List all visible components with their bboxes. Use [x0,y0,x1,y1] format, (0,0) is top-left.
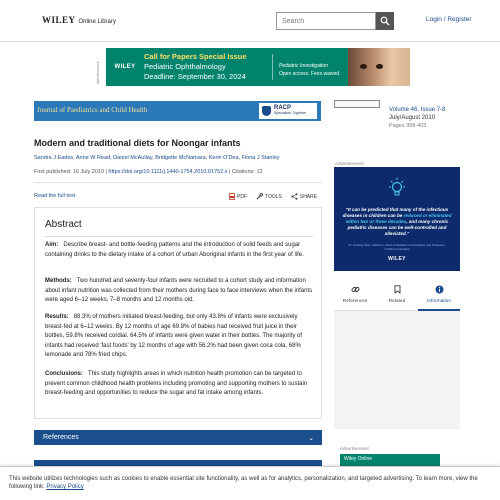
lightbulb-icon [387,177,407,199]
author-list[interactable]: Sandra J Eades, Anne W Read, Daniel McAullay, Bridgette McNamara, Kerin O'Dea, Fiona J Stanley [34,155,280,161]
tab-related[interactable] [376,284,418,310]
racp-logo [259,103,317,119]
logo-brand: WILEY [42,15,76,25]
tab-references[interactable] [334,284,376,310]
ad-child-photo [348,48,410,86]
share-button[interactable] [291,193,317,200]
ad-brand: WILEY [114,64,136,70]
bookmark-icon [394,285,401,294]
search-bar [276,12,394,30]
results-text: 88.3% of mothers initiated breast-feeding, but only 43.8% of infants were exclusively breast-fed at 6–12 weeks. By 12 months of age 69.8% of babies had received fruit juice in their bottles, 59.8% received cordial. 64.5% of infants were given water in their bottles. The majority of infants had received 'fast foods' by 12 months of age with 56.2% had been given coca cola, 68% lemonade and 78% fried chips. [45,314,303,358]
abstract-results [45,313,313,361]
abstract-methods [45,277,313,306]
ad-line-3: Deadline: September 30, 2024 [144,72,246,81]
pdf-label: PDF [237,193,247,200]
conclusions-text: This study highlights areas in which nutrition health promotion can be targeted to prevent common childhood health problems including promoting and supporting mothers to sustain breast-feeding and opportunities to reduce the sugar and fat intake among infants. [45,371,308,396]
ad-journal-note: Open access. Fees waived. [279,71,341,77]
cookie-banner [0,466,500,500]
pdf-icon [229,193,235,200]
ad-line-2: Pediatric Ophthalmology [144,62,226,71]
pdf-button[interactable] [229,193,247,200]
search-input[interactable] [276,12,376,30]
ad-quote [342,207,452,237]
info-icon [435,285,444,294]
cookie-message [9,475,491,491]
share-icon [291,193,298,200]
quote-attribution: Dr. Kunling Shen, Editor-in-Chief of Pediatric Investigation and Professor, Children's Hospital [348,243,446,251]
ad-journal-info [272,54,348,80]
abstract-section [34,207,322,419]
quote-highlight: reduced or eliminated within two or three decades [345,213,452,224]
ad-message [144,48,272,86]
abstract-heading: Abstract [45,219,82,230]
aim-text: Describe breast- and bottle-feeding patterns and the introduction of solid feeds and sugar containing drinks to the dietary intake of a cohort of urban Aboriginal infants in the first year of life. [45,242,304,258]
ad-brand: Wiley Online [344,456,373,462]
conclusions-label: Conclusions: [45,371,84,377]
advertisement-label: Advertisement [96,61,100,84]
chevron-down-icon: ⌄ [308,434,314,442]
tools-label: TOOLS [265,193,282,200]
issue-date: July/August 2010 [389,115,436,121]
ad-journal-name: Pediatric Investigation [279,63,328,69]
issue-cover-thumbnail[interactable] [334,100,380,108]
issue-info [389,107,445,129]
tab-label: Information [427,299,451,304]
methods-label: Methods: [45,278,72,284]
racp-crest-icon [262,106,271,116]
top-advertisement[interactable] [106,48,410,86]
doi-link[interactable]: https://doi.org/10.1111/j.1440-1754.2010.01752.x [108,169,228,175]
references-accordion[interactable] [34,430,322,445]
tab-information[interactable] [418,284,460,310]
privacy-policy-link[interactable]: Privacy Policy [46,484,84,490]
tab-label: Related [388,299,406,304]
search-icon [380,16,390,26]
aim-label: Aim: [45,242,59,248]
right-panel-tabs [334,284,460,310]
results-label: Results: [45,314,69,320]
share-label: SHARE [299,193,318,200]
racp-tagline: Specialists. Together [274,111,307,115]
link-icon [351,285,360,294]
tools-button[interactable] [256,193,282,200]
citations-count[interactable]: Citations: 12 [232,169,263,175]
publication-info: First published: 16 July 2010 | https://doi.org/10.1111/j.1440-1754.2010.01752.x | Citations: 12 [34,169,263,175]
journal-title: Journal of Paediatrics and Child Health [37,106,148,115]
quote-end: , and many chronic pediatric diseases can be well-controlled and alleviated." [347,219,449,236]
issue-pages: Pages 398-403 [389,123,427,129]
issue-volume-link[interactable]: Volume 46, Issue 7-8 [389,107,446,113]
wiley-online-library-logo[interactable] [42,15,116,25]
read-full-text-link[interactable]: Read the full text [34,193,76,199]
tab-label: References [342,299,368,304]
abstract-aim [45,241,313,260]
site-header [0,0,500,42]
divider [45,236,313,237]
quote-start: "It can be predicted that many of the infectious diseases in children can be [342,207,449,218]
ad-brand: WILEY [388,256,406,262]
cookie-text: This website utilizes technologies such as cookies to enable essential site functionality, as well as for analytics, personalization, and targeted advertising. To learn more, view the following link: [9,476,478,490]
logo-suffix: Online Library [78,19,116,25]
right-advertisement[interactable] [334,167,460,271]
first-published-date: 16 July 2010 [72,169,105,175]
methods-text: Two hundred and seventy-four infants were recruited to a cohort study and information about infant nutrition was collected from their mothers during face to face interviews when the infants were aged 6–12 weeks, 7–8 months and 12 months old. [45,278,313,303]
information-panel [334,311,460,429]
wrench-icon [256,193,263,200]
journal-banner[interactable] [34,101,321,121]
first-published-label: First published: [34,169,73,175]
advertisement-label: Advertisement [335,161,364,166]
advertisement-label: Advertisement [340,446,369,451]
references-label: References [43,434,79,441]
racp-name: RACP [274,105,292,111]
search-button[interactable] [376,12,394,30]
login-register-link[interactable]: Login / Register [426,16,472,23]
ad-line-1: Call for Papers Special Issue [144,52,247,61]
article-tools [229,193,317,200]
article-title: Modern and traditional diets for Noongar infants [34,138,241,148]
divider [34,182,322,183]
abstract-conclusions [45,370,313,399]
